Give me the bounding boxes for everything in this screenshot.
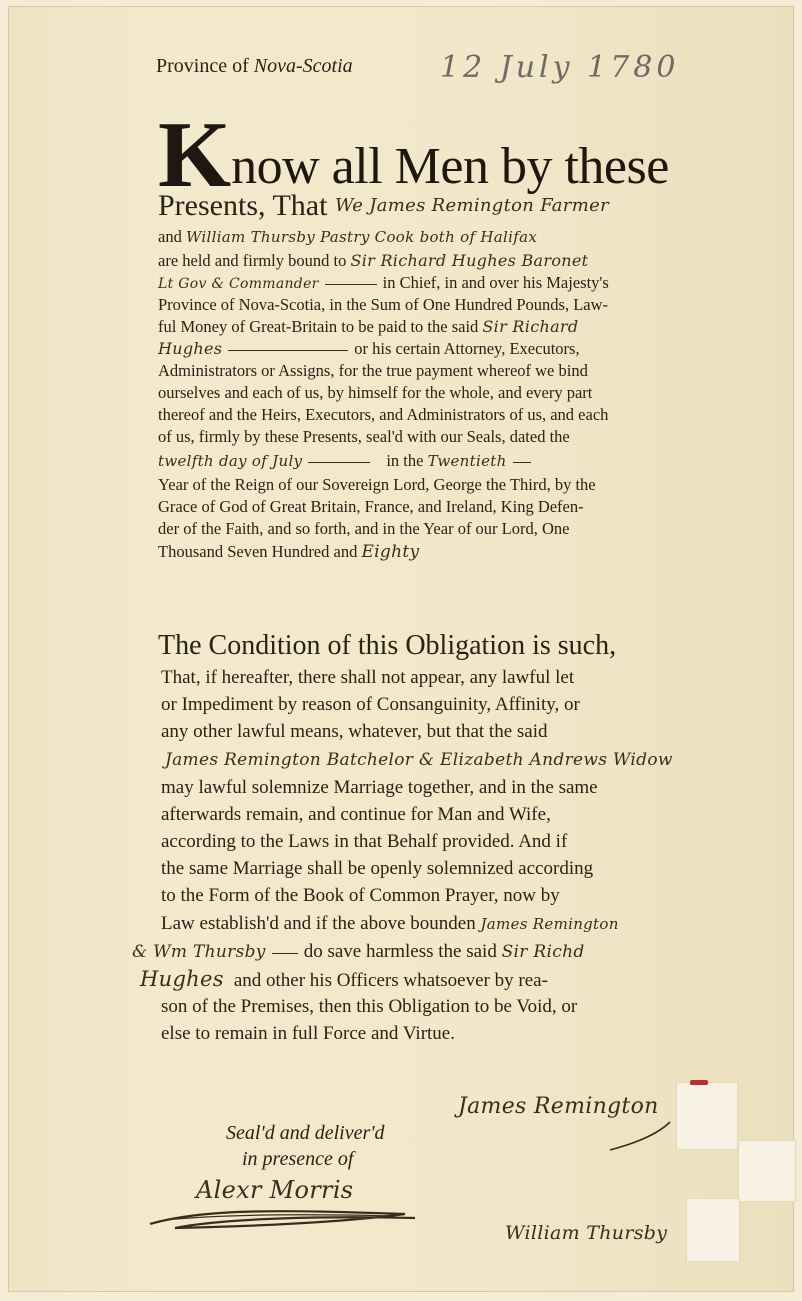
sealed-line-2: in presence of [242,1148,354,1170]
witness-flourish [145,1204,425,1234]
condition-line-11 [140,967,548,993]
seal-tab-3 [686,1198,740,1262]
hw-bounden: James Remington [480,915,619,933]
office-line [158,272,609,295]
condition-line-8: to the Form of the Book of Common Prayer, now by [161,885,560,906]
in-chief: in Chief, in and over his Majesty's [382,273,609,292]
held-bound: are held and firmly bound to [158,251,347,270]
thereof-line: thereof and the Heirs, Executors, and Administrators of us, and each [158,405,609,424]
blank-rule [228,349,348,351]
condition-line-12: son of the Premises, then this Obligation to be Void, or [161,996,578,1017]
signature-remington: James Remington [458,1094,659,1119]
dated-line [158,450,537,472]
grace-line: Grace of God of Great Britain, France, and Ireland, King Defen- [158,497,584,516]
sum-line: Province of Nova-Scotia, in the Sum of One Hundred Pounds, Law- [158,295,609,314]
condition-line-9 [161,912,619,936]
condition-line-10 [132,940,585,964]
blank-rule [325,283,377,285]
faith-line: der of the Faith, and so forth, and in the Year of our Lord, One [158,519,570,538]
seal-tab-2 [738,1140,796,1202]
blank-rule [272,952,298,954]
condition-line-4: may lawful solemnize Marriage together, and in the same [161,777,598,798]
hw-wm: & Wm Thursby [132,942,266,962]
handwritten-date: 12 July 1780 [440,50,680,85]
title-text: now all Men by these [231,138,669,195]
sealed-delivered [226,1120,385,1172]
officers-text: and other his Officers whatsoever by rea- [233,970,548,991]
sealed-line-1: Seal'd and deliver'd [226,1122,385,1144]
province-header [156,55,353,78]
in-the: in the [386,451,424,470]
money-line [158,316,578,338]
red-wax-seal [690,1080,708,1085]
hw-obligee: Sir Richard Hughes Baronet [350,251,589,270]
hw-year: Eighty [361,542,420,562]
harmless-text: do save harmless the said [303,941,497,962]
firmly-line: of us, firmly by these Presents, seal'd with our Seals, dated the [158,427,570,446]
admin-line: Administrators or Assigns, for the true payment whereof we bind [158,361,588,380]
province-label: Province of [156,55,249,77]
condition-line-7: the same Marriage shall be openly solemnized according [161,858,594,879]
condition-title: The Condition of this Obligation is such, [158,630,617,661]
attorney-text: or his certain Attorney, Executors, [354,339,580,358]
ourselves-line: ourselves and each of us, by himself for the whole, and every part [158,383,593,402]
blank-rule [513,461,531,463]
condition-line-1: That, if hereafter, there shall not appear, any lawful let [161,667,575,688]
hw-hughes: Hughes [158,339,223,358]
hw-surety: William Thursby Pastry Cook both of Halifax [185,228,538,246]
thousand-text: Thousand Seven Hundred and [158,542,358,561]
condition-line-3: any other lawful means, whatever, but that the said [161,721,548,742]
condition-line-6: according to the Laws in that Behalf provided. And if [161,831,568,852]
money-text: ful Money of Great-Britain to be paid to the said [158,317,479,336]
and-label: and [158,227,182,246]
hw-principal: We James Remington Farmer [334,195,609,216]
signature-thursby: William Thursby [505,1222,668,1244]
held-line [158,250,588,272]
reign-line: Year of the Reign of our Sovereign Lord, George the Third, by the [158,475,596,494]
condition-line-5: afterwards remain, and continue for Man and Wife, [161,804,551,825]
presents-that: Presents, That [158,189,328,222]
hw-parties: James Remington Batchelor & Elizabeth Andrews Widow [165,750,673,770]
bounden-text: Law establish'd and if the above bounden [161,913,476,934]
witness-signature: Alexr Morris [196,1176,354,1204]
hw-sir: Sir Richd [501,942,585,962]
title-initial: K [158,103,232,207]
hw-hughes2: Hughes [140,967,224,991]
condition-line-13: else to remain in full Force and Virtue. [161,1023,455,1044]
presents-line [158,188,609,224]
province-name: Nova-Scotia [253,55,353,77]
hw-day: twelfth day of July [158,452,303,470]
blank-rule [308,461,370,463]
hw-obligee-short: Sir Richard [482,317,579,336]
seal-tab-1 [676,1082,738,1150]
attorney-line [158,338,580,360]
condition-line-2: or Impediment by reason of Consanguinity, Affinity, or [161,694,580,715]
thousand-line [158,541,419,563]
hw-office: Lt Gov & Commander [158,276,319,292]
hw-regnal: Twentieth [427,452,507,470]
and-line [158,226,537,248]
remington-flourish [600,1118,680,1154]
